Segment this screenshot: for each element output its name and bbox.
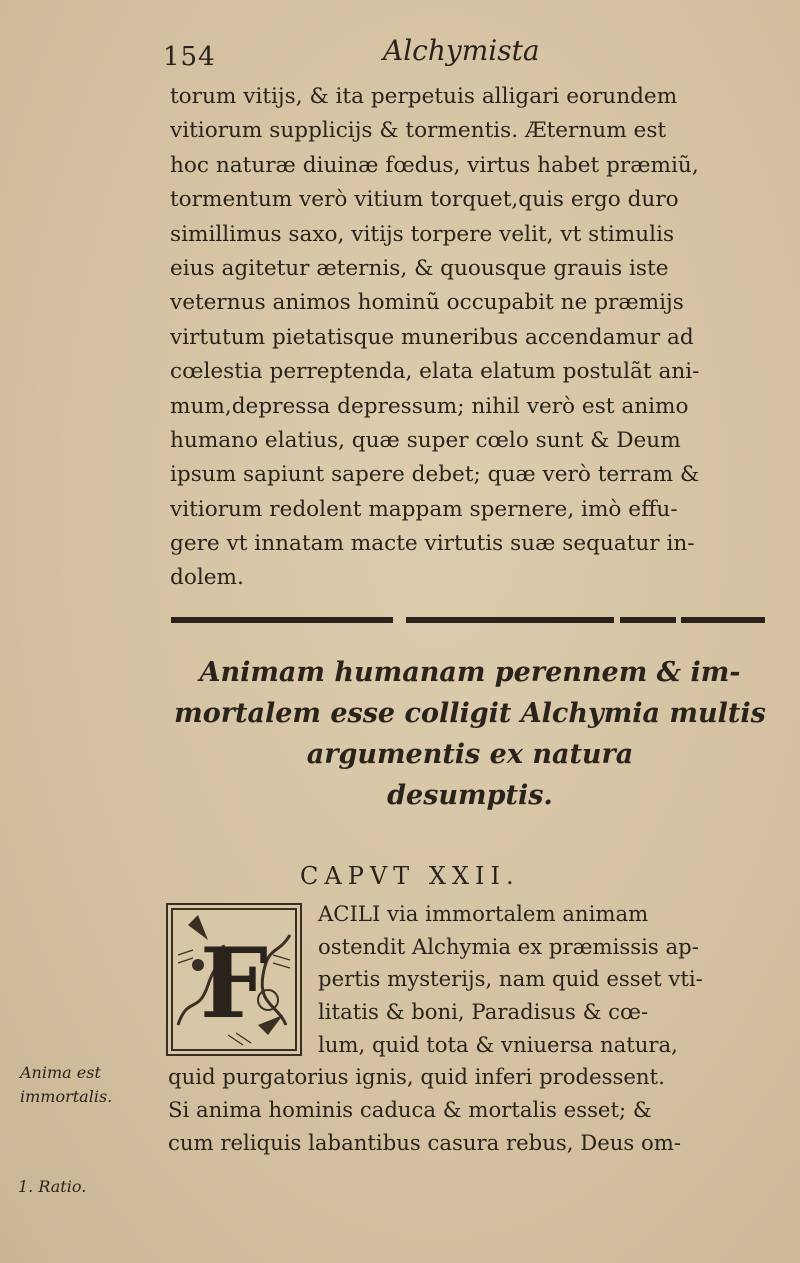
divider-rule	[681, 617, 765, 623]
text-line: simillimus saxo, vitijs torpere velit, vt stimulis	[170, 221, 675, 247]
text-line: humano elatius, quæ super cœlo sunt & Deum	[170, 427, 681, 453]
body-paragraph	[170, 80, 768, 596]
margin-note: Anima est	[20, 1063, 101, 1082]
text-line: ipsum sapiunt sapere debet; quæ verò terram &	[170, 462, 700, 488]
divider-rule	[406, 617, 614, 623]
heading-line: desumptis.	[387, 780, 553, 811]
heading-line: mortalem esse colligit Alchymia multis	[174, 698, 766, 729]
text-line: dolem.	[170, 565, 244, 591]
text-line: cum reliquis labantibus casura rebus, Deus om-	[168, 1129, 682, 1155]
text-line: veternus animos hominũ occupabit ne præmijs	[170, 290, 684, 316]
text-line: vitiorum redolent mappam spernere, imò effu-	[170, 496, 678, 522]
text-line: tormentum verò vitium torquet,quis ergo duro	[170, 187, 679, 213]
text-line: lum, quid tota & vniuersa natura,	[318, 1031, 678, 1057]
text-line: pertis mysterijs, nam quid esset vti-	[318, 966, 703, 992]
text-line: ostendit Alchymia ex præmissis ap-	[318, 933, 699, 959]
margin-note: 1. Ratio.	[18, 1177, 87, 1196]
text-line: hoc naturæ diuinæ fœdus, virtus habet præmiũ,	[170, 152, 699, 178]
page-number: 154	[163, 42, 216, 72]
divider-rule	[171, 617, 393, 623]
chapter-paragraph	[168, 898, 768, 1160]
text-line: ACILI via immortalem animam	[318, 901, 649, 926]
text-line: vitiorum supplicijs & tormentis. Æternum est	[170, 118, 667, 144]
text-line: quid purgatorius ignis, quid inferi prodessent.	[168, 1064, 665, 1090]
text-line: Si anima hominis caduca & mortalis esset; &	[168, 1097, 652, 1123]
chapter-number: CAPVT XXII.	[300, 862, 520, 890]
text-line: litatis & boni, Paradisus & cœ-	[318, 999, 649, 1025]
divider-rule	[620, 617, 676, 623]
text-line: cœlestia perreptenda, elata elatum postulãt ani-	[170, 359, 700, 385]
text-line: gere vt innatam macte virtutis suæ sequatur in-	[170, 531, 695, 557]
text-line: virtutum pietatisque muneribus accendamur ad	[170, 324, 694, 350]
heading-line: argumentis ex natura	[306, 739, 634, 770]
chapter-heading	[150, 652, 790, 816]
text-line: mum,depressa depressum; nihil verò est animo	[170, 393, 689, 419]
text-line: torum vitijs, & ita perpetuis alligari eorundem	[170, 84, 678, 109]
text-line: eius agitetur æternis, & quousque grauis iste	[170, 255, 669, 281]
heading-line: Animam humanam perennem & im-	[199, 657, 741, 688]
margin-note: immortalis.	[20, 1087, 113, 1106]
running-title: Alchymista	[383, 34, 540, 67]
svg-text:F: F	[199, 927, 269, 1040]
